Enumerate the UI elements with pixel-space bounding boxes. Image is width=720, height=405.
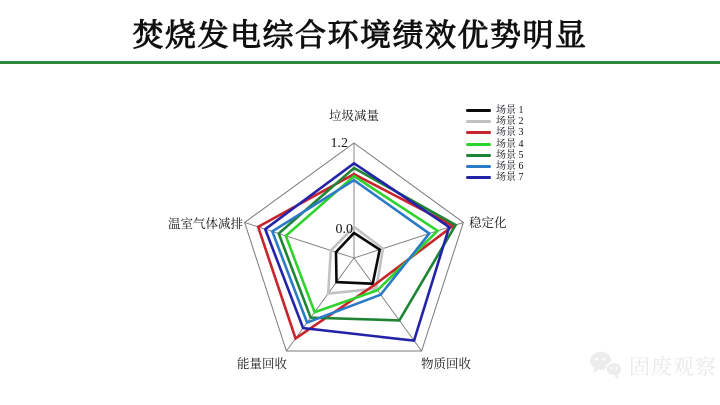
legend-label: 场景 2 bbox=[496, 116, 524, 128]
tick-label-1.2: 1.2 bbox=[330, 136, 348, 151]
page-title: 焚烧发电综合环境绩效优势明显 bbox=[132, 18, 588, 53]
legend-item-4 bbox=[466, 139, 524, 150]
tick-label-0.0: 0.0 bbox=[335, 222, 353, 237]
axis-label-2: 稳定化 bbox=[469, 216, 507, 230]
legend-swatch bbox=[466, 120, 491, 123]
legend-label: 场景 1 bbox=[496, 105, 524, 117]
legend-swatch bbox=[466, 131, 491, 134]
legend-label: 场景 7 bbox=[496, 172, 524, 184]
axis-label-4: 能量回收 bbox=[236, 357, 288, 371]
axis-label-5: 温室气体减排 bbox=[167, 217, 243, 231]
legend bbox=[466, 105, 524, 183]
legend-item-7 bbox=[466, 172, 524, 183]
legend-swatch bbox=[466, 154, 491, 157]
legend-label: 场景 3 bbox=[496, 127, 524, 139]
axis-label-3: 物质回收 bbox=[420, 357, 472, 371]
legend-swatch bbox=[466, 109, 491, 112]
legend-item-1 bbox=[466, 105, 524, 116]
watermark-text: 固废观察 bbox=[629, 356, 717, 379]
legend-swatch bbox=[466, 143, 491, 146]
watermark bbox=[588, 348, 717, 384]
legend-label: 场景 6 bbox=[496, 161, 524, 173]
legend-item-5 bbox=[466, 150, 524, 161]
legend-item-3 bbox=[466, 127, 524, 138]
legend-label: 场景 5 bbox=[496, 149, 524, 161]
legend-swatch bbox=[466, 176, 491, 179]
legend-label: 场景 4 bbox=[496, 138, 524, 150]
legend-item-2 bbox=[466, 116, 524, 127]
legend-swatch bbox=[466, 165, 491, 168]
wechat-bubbles-icon bbox=[588, 348, 624, 384]
axis-label-1: 垃圾减量 bbox=[328, 109, 380, 123]
legend-item-6 bbox=[466, 161, 524, 172]
